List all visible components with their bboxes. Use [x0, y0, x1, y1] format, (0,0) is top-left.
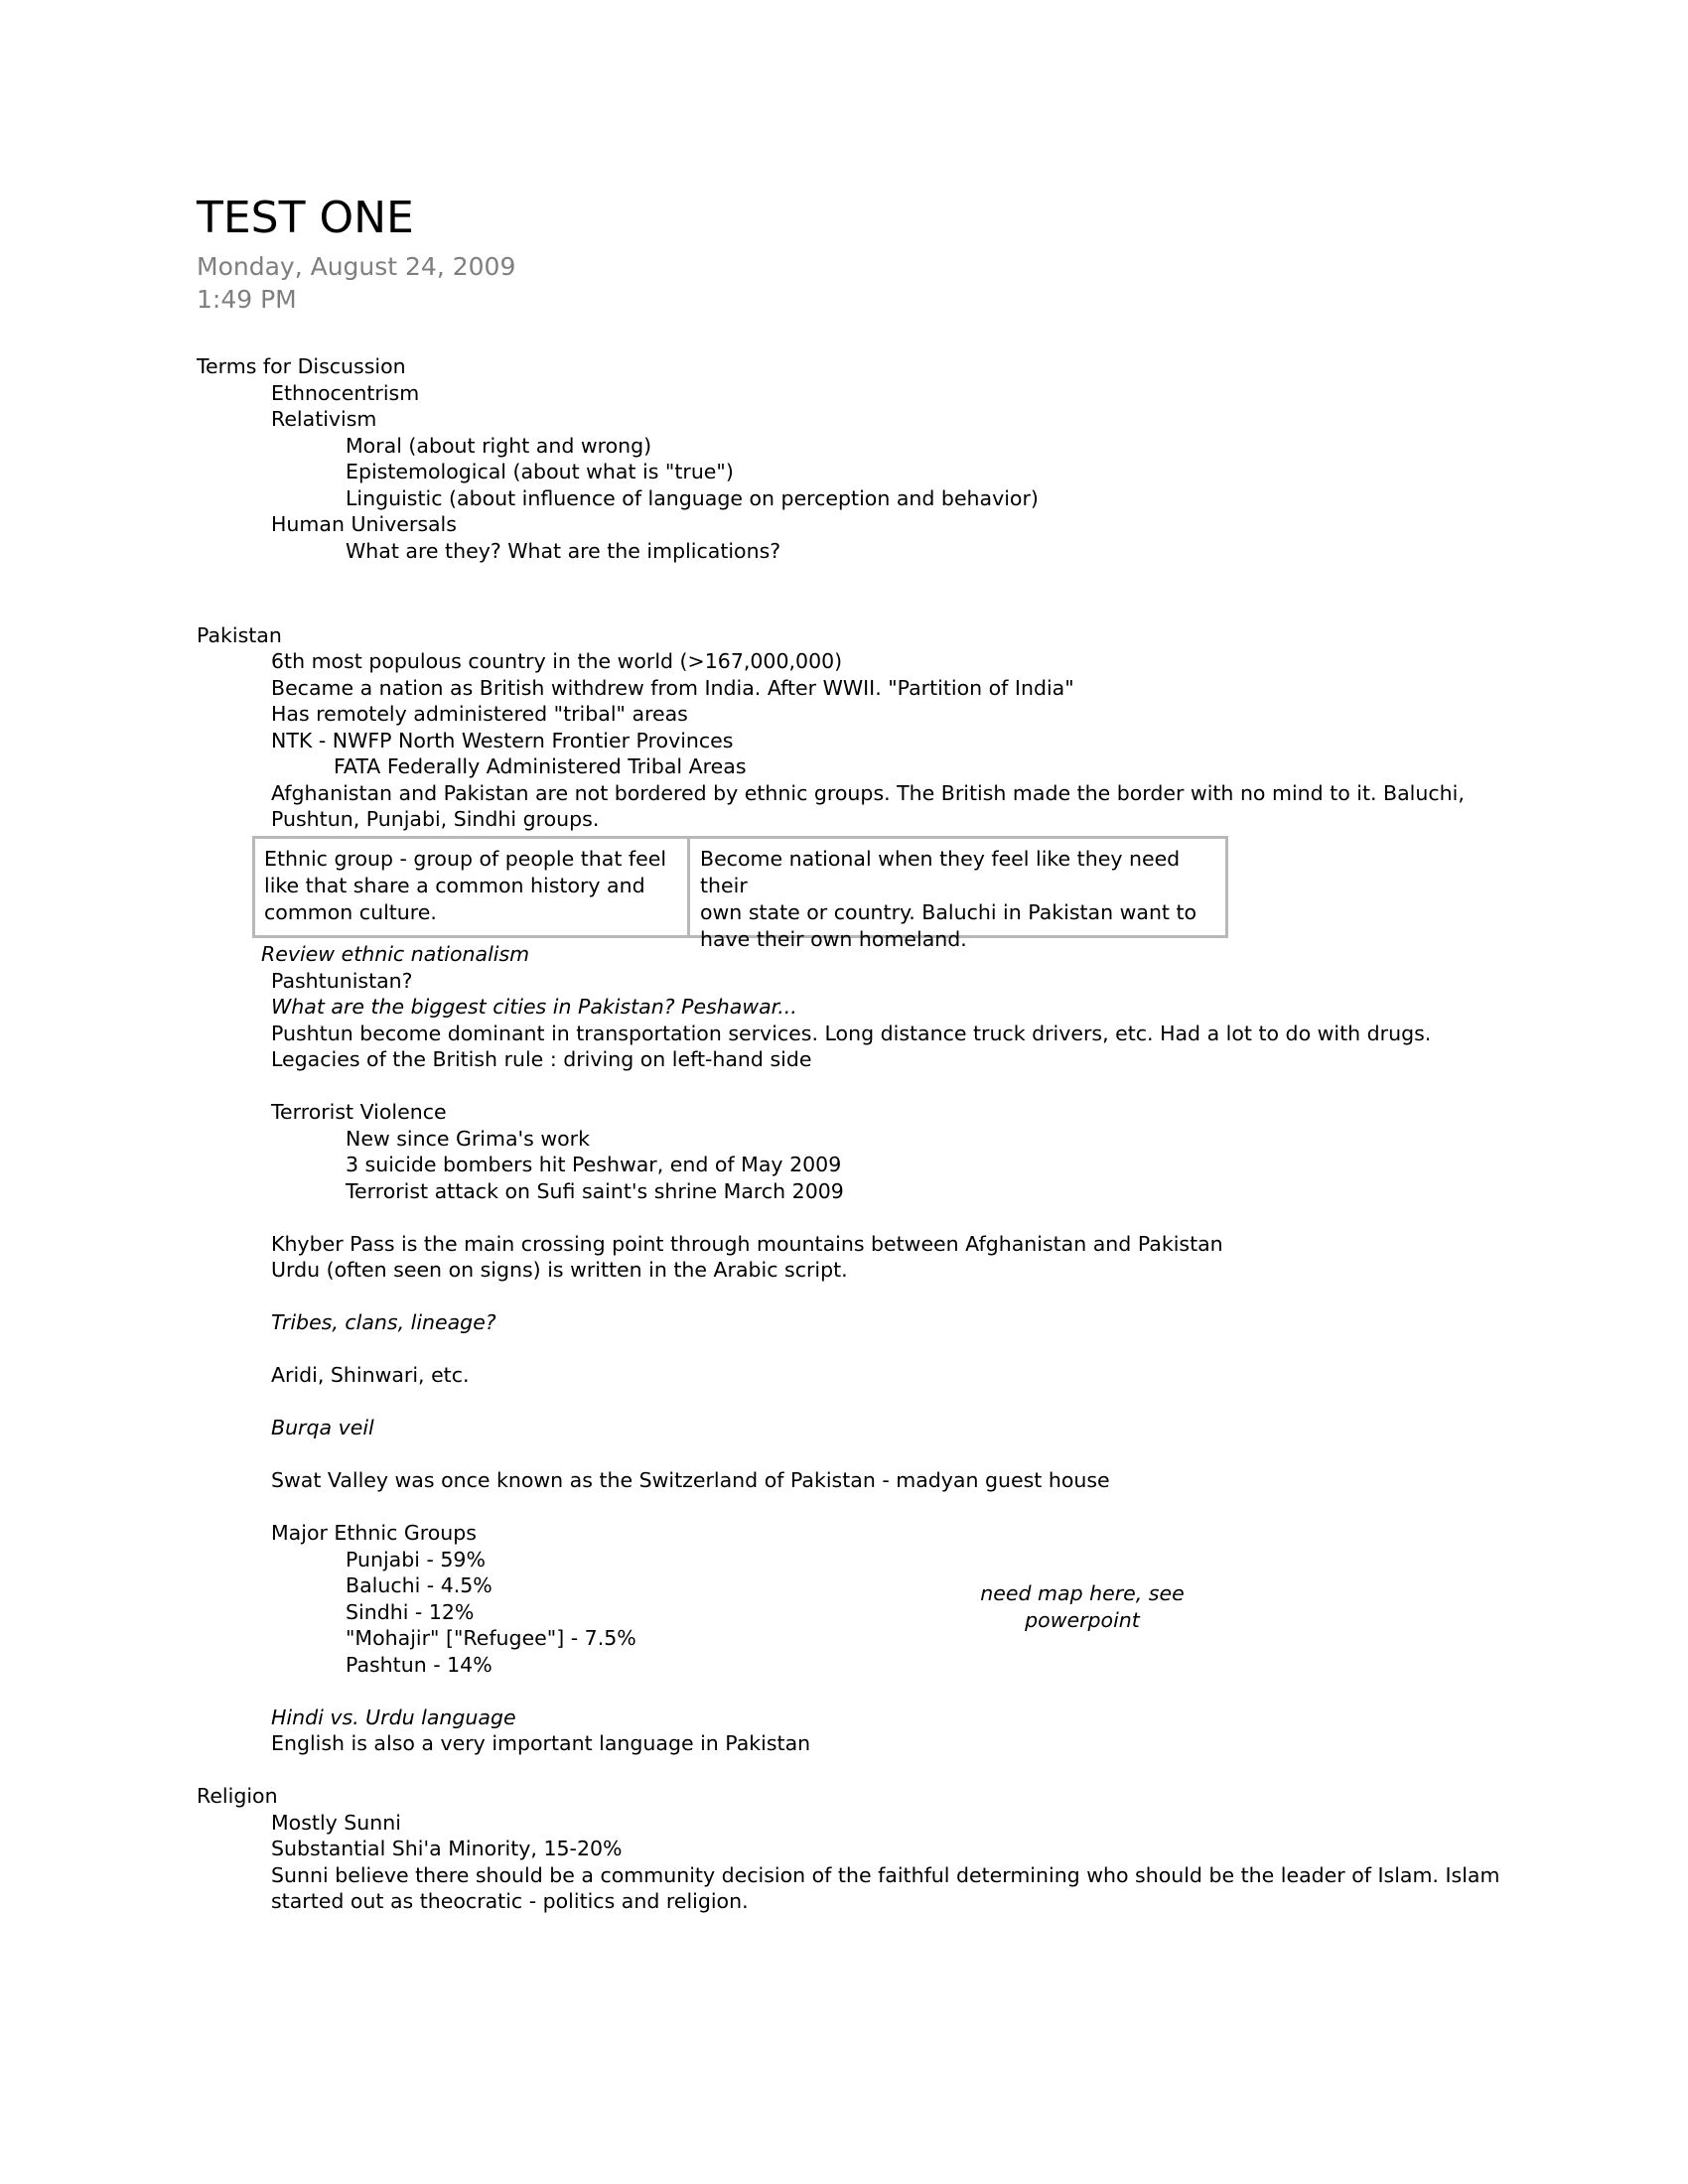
- term-human-universals: Human Universals: [271, 512, 457, 536]
- review-ethnic-nationalism: Review ethnic nationalism: [261, 942, 530, 966]
- khyber-line: Khyber Pass is the main crossing point through mountains between Afghanistan and Pakistan: [271, 1232, 1223, 1256]
- tribes-question: Tribes, clans, lineage?: [271, 1310, 496, 1334]
- term-universals-question: What are they? What are the implications?: [346, 539, 781, 563]
- ethnic-definitions-table: [252, 836, 1228, 951]
- terrorist-item: Terrorist attack on Sufi saint's shrine March 2009: [346, 1179, 844, 1203]
- table-cell-line: Become national when they feel like they need their: [700, 847, 1181, 897]
- table-cell-line: Ethnic group - group of people that feel: [264, 847, 667, 871]
- pakistan-border-line: Afghanistan and Pakistan are not bordered by ethnic groups. The British made the border with no mind to it. Baluchi,: [271, 781, 1465, 805]
- terrorist-item: 3 suicide bombers hit Peshwar, end of May 2009: [346, 1153, 842, 1176]
- map-note-line: powerpoint: [1025, 1608, 1140, 1632]
- pakistan-border-line: Pushtun, Punjabi, Sindhi groups.: [271, 807, 600, 831]
- term-epistemological: Epistemological (about what is "true"): [346, 460, 734, 483]
- hindi-urdu-line: Hindi vs. Urdu language: [271, 1706, 516, 1729]
- pakistan-fata: FATA Federally Administered Tribal Areas: [334, 754, 747, 778]
- pakistan-line: Became a nation as British withdrew from India. After WWII. "Partition of India": [271, 676, 1074, 700]
- table-cell-line: own state or country. Baluchi in Pakistan want to: [700, 900, 1197, 924]
- legacies-line: Legacies of the British rule : driving on left-hand side: [271, 1047, 812, 1071]
- page-date: Monday, August 24, 2009: [197, 252, 516, 281]
- religion-sunni: Mostly Sunni: [271, 1811, 401, 1835]
- table-cell-line: have their own homeland.: [700, 927, 967, 951]
- term-relativism: Relativism: [271, 407, 377, 431]
- ethnic-group-item: Sindhi - 12%: [346, 1600, 475, 1624]
- burqa-line: Burqa veil: [271, 1416, 374, 1439]
- ethnic-groups-heading: Major Ethnic Groups: [271, 1521, 477, 1545]
- swat-line: Swat Valley was once known as the Switzerland of Pakistan - madyan guest house: [271, 1468, 1110, 1492]
- religion-shia: Substantial Shi'a Minority, 15-20%: [271, 1837, 623, 1860]
- term-moral: Moral (about right and wrong): [346, 434, 652, 458]
- urdu-line: Urdu (often seen on signs) is written in the Arabic script.: [271, 1258, 848, 1282]
- table-cell-ethnic-group: [255, 839, 690, 935]
- term-linguistic: Linguistic (about influence of language on perception and behavior): [346, 486, 1039, 510]
- terms-heading: Terms for Discussion: [197, 354, 406, 378]
- pakistan-line: NTK - NWFP North Western Frontier Provinces: [271, 729, 734, 752]
- ethnic-group-item: Punjabi - 59%: [346, 1548, 486, 1571]
- term-ethnocentrism: Ethnocentrism: [271, 381, 420, 405]
- table-cell-line: common culture.: [264, 900, 437, 924]
- pakistan-heading: Pakistan: [197, 623, 282, 647]
- religion-sunni-belief: started out as theocratic - politics and religion.: [271, 1889, 749, 1913]
- page-title: TEST ONE: [197, 193, 414, 243]
- map-note: [953, 1580, 1211, 1634]
- pashtunistan: Pashtunistan?: [271, 969, 413, 993]
- ethnic-group-item: Pashtun - 14%: [346, 1653, 492, 1677]
- cities-question: What are the biggest cities in Pakistan? Peshawar...: [271, 995, 797, 1019]
- english-line: English is also a very important language in Pakistan: [271, 1731, 811, 1755]
- table-cell-line: like that share a common history and: [264, 874, 645, 897]
- map-note-line: need map here, see: [980, 1581, 1185, 1605]
- ethnic-group-item: Baluchi - 4.5%: [346, 1573, 492, 1597]
- aridi-line: Aridi, Shinwari, etc.: [271, 1363, 470, 1387]
- religion-sunni-belief: Sunni believe there should be a community decision of the faithful determining who should be the leader of Islam. Islam: [271, 1863, 1500, 1887]
- pakistan-line: Has remotely administered "tribal" areas: [271, 702, 688, 726]
- pakistan-line: 6th most populous country in the world (>167,000,000): [271, 649, 843, 673]
- religion-heading: Religion: [197, 1784, 278, 1808]
- ethnic-group-item: "Mohajir" ["Refugee"] - 7.5%: [346, 1626, 636, 1650]
- page-time: 1:49 PM: [197, 285, 297, 314]
- table-cell-national: [690, 839, 1225, 951]
- terrorist-heading: Terrorist Violence: [271, 1100, 447, 1124]
- terrorist-item: New since Grima's work: [346, 1127, 590, 1151]
- pushtun-line: Pushtun become dominant in transportation services. Long distance truck drivers, etc. Had a lot to do with drugs.: [271, 1022, 1432, 1045]
